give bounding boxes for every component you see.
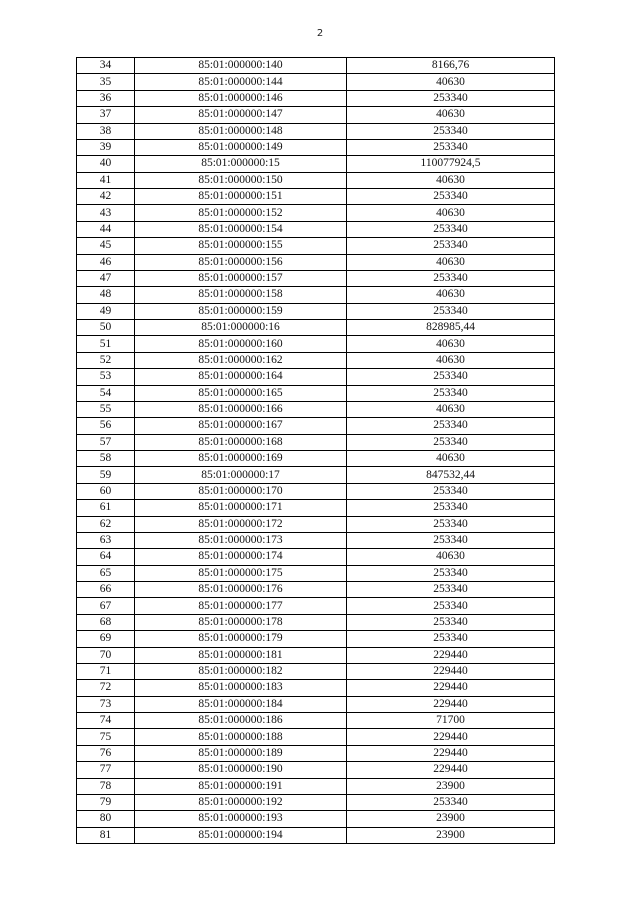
cadastral-number-cell: 85:01:000000:177 — [135, 598, 347, 614]
value-cell: 229440 — [347, 729, 555, 745]
cadastral-number-cell: 85:01:000000:15 — [135, 156, 347, 172]
cadastral-number-cell: 85:01:000000:176 — [135, 582, 347, 598]
table-row — [77, 352, 555, 368]
cadastral-number-cell: 85:01:000000:146 — [135, 90, 347, 106]
value-cell: 40630 — [347, 352, 555, 368]
row-number-cell: 55 — [77, 401, 135, 417]
row-number-cell: 81 — [77, 827, 135, 843]
table-row — [77, 58, 555, 74]
table-row — [77, 729, 555, 745]
value-cell: 23900 — [347, 811, 555, 827]
row-number-cell: 66 — [77, 582, 135, 598]
table-row — [77, 107, 555, 123]
row-number-cell: 71 — [77, 663, 135, 679]
cadastral-value-table — [76, 57, 555, 844]
table-row — [77, 516, 555, 532]
value-cell: 253340 — [347, 483, 555, 499]
cadastral-number-cell: 85:01:000000:144 — [135, 74, 347, 90]
row-number-cell: 36 — [77, 90, 135, 106]
value-cell: 253340 — [347, 90, 555, 106]
row-number-cell: 47 — [77, 270, 135, 286]
cadastral-number-cell: 85:01:000000:155 — [135, 238, 347, 254]
cadastral-number-cell: 85:01:000000:17 — [135, 467, 347, 483]
row-number-cell: 37 — [77, 107, 135, 123]
table-row — [77, 172, 555, 188]
table-row — [77, 532, 555, 548]
row-number-cell: 57 — [77, 434, 135, 450]
table-row — [77, 565, 555, 581]
row-number-cell: 78 — [77, 778, 135, 794]
table-row — [77, 270, 555, 286]
value-cell: 40630 — [347, 451, 555, 467]
cadastral-number-cell: 85:01:000000:179 — [135, 631, 347, 647]
cadastral-number-cell: 85:01:000000:150 — [135, 172, 347, 188]
value-cell: 253340 — [347, 598, 555, 614]
value-cell: 253340 — [347, 516, 555, 532]
table-row — [77, 631, 555, 647]
value-cell: 253340 — [347, 500, 555, 516]
table-row — [77, 811, 555, 827]
table-row — [77, 336, 555, 352]
table-row — [77, 156, 555, 172]
cadastral-number-cell: 85:01:000000:162 — [135, 352, 347, 368]
row-number-cell: 41 — [77, 172, 135, 188]
cadastral-number-cell: 85:01:000000:182 — [135, 663, 347, 679]
value-cell: 40630 — [347, 172, 555, 188]
value-cell: 253340 — [347, 270, 555, 286]
cadastral-number-cell: 85:01:000000:166 — [135, 401, 347, 417]
row-number-cell: 63 — [77, 532, 135, 548]
row-number-cell: 62 — [77, 516, 135, 532]
row-number-cell: 65 — [77, 565, 135, 581]
value-cell: 253340 — [347, 434, 555, 450]
table-row — [77, 123, 555, 139]
cadastral-number-cell: 85:01:000000:160 — [135, 336, 347, 352]
row-number-cell: 59 — [77, 467, 135, 483]
cadastral-number-cell: 85:01:000000:156 — [135, 254, 347, 270]
cadastral-number-cell: 85:01:000000:191 — [135, 778, 347, 794]
cadastral-number-cell: 85:01:000000:174 — [135, 549, 347, 565]
cadastral-number-cell: 85:01:000000:158 — [135, 287, 347, 303]
value-cell: 40630 — [347, 549, 555, 565]
table-row — [77, 189, 555, 205]
value-cell: 253340 — [347, 582, 555, 598]
cadastral-number-cell: 85:01:000000:149 — [135, 139, 347, 155]
row-number-cell: 79 — [77, 794, 135, 810]
value-cell: 253340 — [347, 631, 555, 647]
table-row — [77, 663, 555, 679]
value-cell: 253340 — [347, 238, 555, 254]
row-number-cell: 80 — [77, 811, 135, 827]
table-row — [77, 549, 555, 565]
row-number-cell: 72 — [77, 680, 135, 696]
table-row — [77, 385, 555, 401]
cadastral-number-cell: 85:01:000000:172 — [135, 516, 347, 532]
row-number-cell: 51 — [77, 336, 135, 352]
value-cell: 110077924,5 — [347, 156, 555, 172]
value-cell: 253340 — [347, 385, 555, 401]
value-cell: 229440 — [347, 663, 555, 679]
table-row — [77, 238, 555, 254]
value-cell: 40630 — [347, 74, 555, 90]
table-row — [77, 434, 555, 450]
cadastral-number-cell: 85:01:000000:168 — [135, 434, 347, 450]
table-row — [77, 303, 555, 319]
table-row — [77, 254, 555, 270]
row-number-cell: 49 — [77, 303, 135, 319]
cadastral-number-cell: 85:01:000000:188 — [135, 729, 347, 745]
value-cell: 828985,44 — [347, 320, 555, 336]
cadastral-number-cell: 85:01:000000:151 — [135, 189, 347, 205]
row-number-cell: 56 — [77, 418, 135, 434]
value-cell: 253340 — [347, 369, 555, 385]
cadastral-number-cell: 85:01:000000:170 — [135, 483, 347, 499]
value-cell: 253340 — [347, 418, 555, 434]
cadastral-number-cell: 85:01:000000:178 — [135, 614, 347, 630]
table-row — [77, 680, 555, 696]
table-row — [77, 483, 555, 499]
row-number-cell: 77 — [77, 762, 135, 778]
row-number-cell: 46 — [77, 254, 135, 270]
row-number-cell: 34 — [77, 58, 135, 74]
value-cell: 40630 — [347, 336, 555, 352]
value-cell: 253340 — [347, 189, 555, 205]
row-number-cell: 45 — [77, 238, 135, 254]
table-row — [77, 647, 555, 663]
table-row — [77, 794, 555, 810]
cadastral-number-cell: 85:01:000000:186 — [135, 713, 347, 729]
row-number-cell: 44 — [77, 221, 135, 237]
row-number-cell: 61 — [77, 500, 135, 516]
row-number-cell: 39 — [77, 139, 135, 155]
table-row — [77, 74, 555, 90]
cadastral-number-cell: 85:01:000000:148 — [135, 123, 347, 139]
row-number-cell: 75 — [77, 729, 135, 745]
value-cell: 229440 — [347, 680, 555, 696]
value-cell: 253340 — [347, 139, 555, 155]
cadastral-number-cell: 85:01:000000:167 — [135, 418, 347, 434]
cadastral-number-cell: 85:01:000000:189 — [135, 745, 347, 761]
table-row — [77, 320, 555, 336]
row-number-cell: 74 — [77, 713, 135, 729]
table-row — [77, 401, 555, 417]
value-cell: 40630 — [347, 205, 555, 221]
value-cell: 71700 — [347, 713, 555, 729]
cadastral-number-cell: 85:01:000000:194 — [135, 827, 347, 843]
cadastral-number-cell: 85:01:000000:16 — [135, 320, 347, 336]
table-row — [77, 614, 555, 630]
table-body — [77, 58, 555, 844]
value-cell: 253340 — [347, 565, 555, 581]
cadastral-number-cell: 85:01:000000:190 — [135, 762, 347, 778]
cadastral-number-cell: 85:01:000000:159 — [135, 303, 347, 319]
table-row — [77, 205, 555, 221]
row-number-cell: 76 — [77, 745, 135, 761]
cadastral-number-cell: 85:01:000000:192 — [135, 794, 347, 810]
cadastral-number-cell: 85:01:000000:169 — [135, 451, 347, 467]
row-number-cell: 68 — [77, 614, 135, 630]
cadastral-number-cell: 85:01:000000:173 — [135, 532, 347, 548]
table-row — [77, 745, 555, 761]
cadastral-number-cell: 85:01:000000:164 — [135, 369, 347, 385]
row-number-cell: 40 — [77, 156, 135, 172]
row-number-cell: 43 — [77, 205, 135, 221]
row-number-cell: 52 — [77, 352, 135, 368]
table-row — [77, 696, 555, 712]
value-cell: 253340 — [347, 794, 555, 810]
table-row — [77, 500, 555, 516]
row-number-cell: 38 — [77, 123, 135, 139]
table-row — [77, 221, 555, 237]
value-cell: 253340 — [347, 614, 555, 630]
row-number-cell: 50 — [77, 320, 135, 336]
table-row — [77, 139, 555, 155]
value-cell: 229440 — [347, 696, 555, 712]
value-cell: 8166,76 — [347, 58, 555, 74]
page-number: 2 — [316, 28, 324, 39]
row-number-cell: 67 — [77, 598, 135, 614]
table-row — [77, 90, 555, 106]
value-cell: 40630 — [347, 254, 555, 270]
value-cell: 40630 — [347, 401, 555, 417]
cadastral-number-cell: 85:01:000000:171 — [135, 500, 347, 516]
table-row — [77, 467, 555, 483]
table-row — [77, 827, 555, 843]
value-cell: 40630 — [347, 107, 555, 123]
row-number-cell: 58 — [77, 451, 135, 467]
cadastral-number-cell: 85:01:000000:184 — [135, 696, 347, 712]
row-number-cell: 54 — [77, 385, 135, 401]
cadastral-number-cell: 85:01:000000:175 — [135, 565, 347, 581]
value-cell: 253340 — [347, 532, 555, 548]
value-cell: 847532,44 — [347, 467, 555, 483]
value-cell: 23900 — [347, 778, 555, 794]
cadastral-number-cell: 85:01:000000:183 — [135, 680, 347, 696]
cadastral-number-cell: 85:01:000000:157 — [135, 270, 347, 286]
row-number-cell: 53 — [77, 369, 135, 385]
value-cell: 253340 — [347, 221, 555, 237]
row-number-cell: 42 — [77, 189, 135, 205]
value-cell: 23900 — [347, 827, 555, 843]
row-number-cell: 70 — [77, 647, 135, 663]
row-number-cell: 69 — [77, 631, 135, 647]
table-row — [77, 762, 555, 778]
value-cell: 253340 — [347, 123, 555, 139]
table-row — [77, 369, 555, 385]
cadastral-number-cell: 85:01:000000:181 — [135, 647, 347, 663]
cadastral-number-cell: 85:01:000000:154 — [135, 221, 347, 237]
table-row — [77, 778, 555, 794]
table-row — [77, 287, 555, 303]
value-cell: 253340 — [347, 303, 555, 319]
cadastral-number-cell: 85:01:000000:165 — [135, 385, 347, 401]
table-row — [77, 713, 555, 729]
row-number-cell: 35 — [77, 74, 135, 90]
table-row — [77, 451, 555, 467]
value-cell: 229440 — [347, 762, 555, 778]
value-cell: 40630 — [347, 287, 555, 303]
table-row — [77, 582, 555, 598]
cadastral-number-cell: 85:01:000000:147 — [135, 107, 347, 123]
table-row — [77, 418, 555, 434]
cadastral-number-cell: 85:01:000000:140 — [135, 58, 347, 74]
cadastral-number-cell: 85:01:000000:152 — [135, 205, 347, 221]
row-number-cell: 60 — [77, 483, 135, 499]
table-row — [77, 598, 555, 614]
row-number-cell: 64 — [77, 549, 135, 565]
cadastral-number-cell: 85:01:000000:193 — [135, 811, 347, 827]
value-cell: 229440 — [347, 647, 555, 663]
row-number-cell: 73 — [77, 696, 135, 712]
value-cell: 229440 — [347, 745, 555, 761]
row-number-cell: 48 — [77, 287, 135, 303]
